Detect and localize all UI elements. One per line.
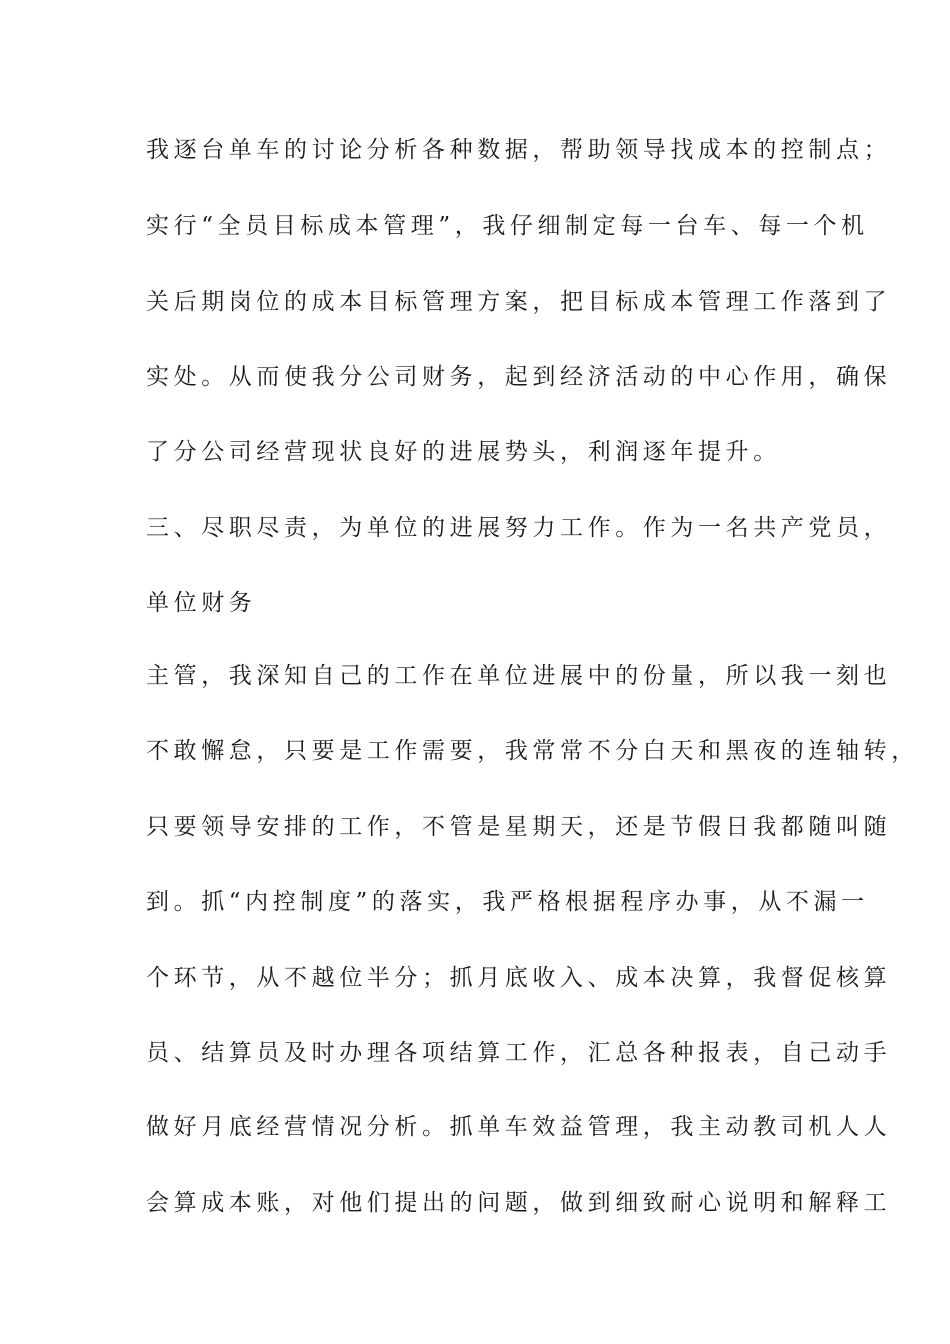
text-line: 会算成本账，对他们提出的问题，做到细致耐心说明和解释工 bbox=[146, 1190, 892, 1216]
text-line: 实行“全员目标成本管理”，我仔细制定每一台车、每一个机 bbox=[146, 213, 869, 239]
text-line: 实处。从而使我分公司财务，起到经济活动的中心作用，确保 bbox=[146, 364, 892, 390]
text-line: 员、结算员及时办理各项结算工作，汇总各种报表，自己动手 bbox=[146, 1040, 892, 1066]
text-line: 只要领导安排的工作，不管是星期天，还是节假日我都随叫随 bbox=[146, 814, 892, 840]
text-line: 不敢懈怠，只要是工作需要，我常常不分白天和黑夜的连轴转， bbox=[146, 738, 919, 764]
text-line: 关后期岗位的成本目标管理方案，把目标成本管理工作落到了 bbox=[146, 289, 892, 315]
text-line: 了分公司经营现状良好的进展势头，利润逐年提升。 bbox=[146, 439, 781, 465]
text-line: 单位财务 bbox=[146, 590, 257, 616]
section-heading: 三、尽职尽责，为单位的进展努力工作。作为一名共产党员， bbox=[146, 515, 892, 541]
text-line: 主管，我深知自己的工作在单位进展中的份量，所以我一刻也 bbox=[146, 663, 892, 689]
text-line: 到。抓“内控制度”的落实，我严格根据程序办事，从不漏一 bbox=[146, 889, 869, 915]
text-line: 我逐台单车的讨论分析各种数据，帮助领导找成本的控制点； bbox=[146, 137, 892, 163]
text-line: 做好月底经营情况分析。抓单车效益管理，我主动教司机人人 bbox=[146, 1114, 892, 1140]
text-line: 个环节，从不越位半分；抓月底收入、成本决算，我督促核算 bbox=[146, 965, 892, 991]
